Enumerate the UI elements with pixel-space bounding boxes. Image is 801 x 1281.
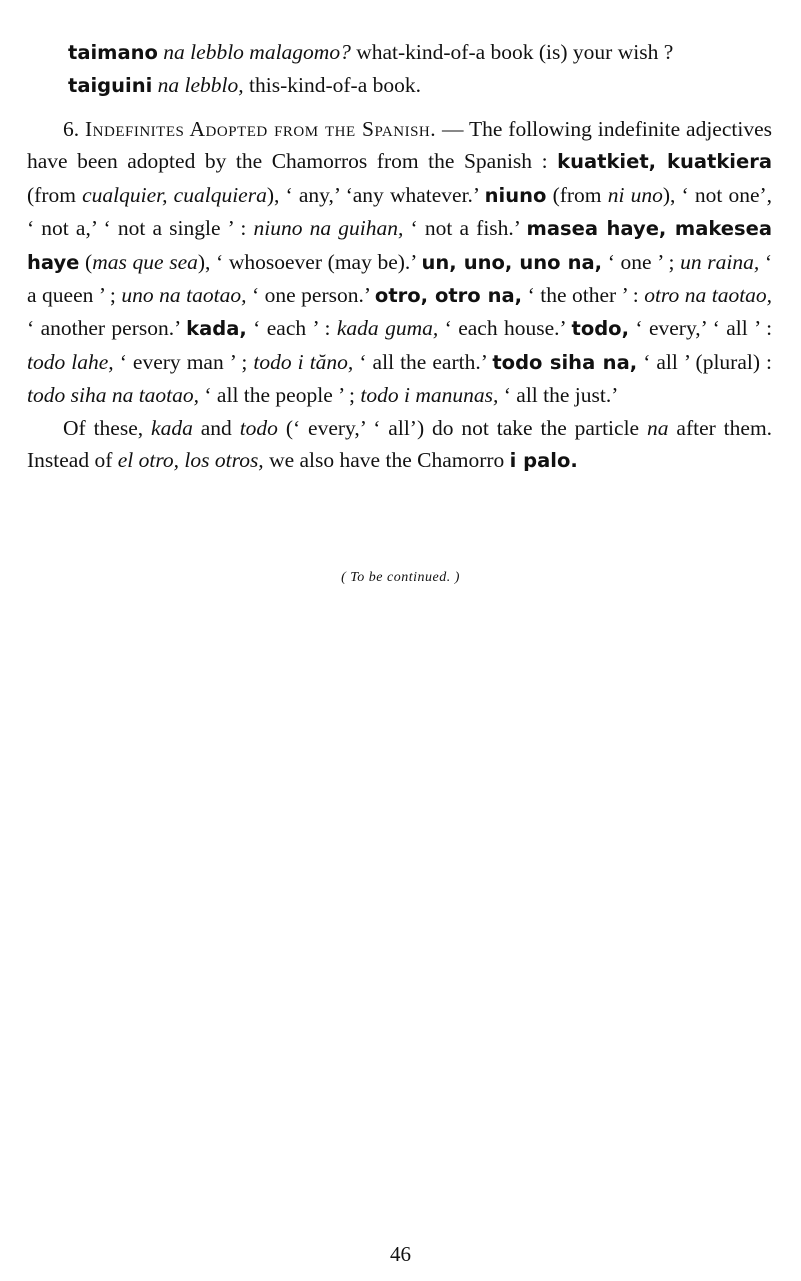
text-run: and — [200, 415, 232, 440]
example-phrase: todo lahe, — [27, 349, 114, 374]
text-run: (from — [552, 182, 602, 207]
chamorro-term: todo siha na, — [492, 350, 638, 374]
paragraph-indefinites — [27, 113, 772, 412]
example-sentences — [68, 36, 758, 102]
text-run: Of these, — [63, 415, 144, 440]
text-run: ‘ another person.’ — [27, 316, 180, 341]
text-run: ‘ not a fish.’ — [410, 216, 520, 241]
text-run: ( — [85, 249, 93, 274]
section-number: 6. — [63, 117, 80, 141]
text-run: (from — [27, 182, 76, 207]
text-run: ‘ each ’ : — [253, 316, 331, 341]
chamorro-term: un, uno, uno na, — [421, 250, 603, 274]
heading-dash: — — [442, 117, 464, 141]
example-phrase: un raina, — [680, 249, 760, 274]
example-phrase: todo siha na taotao, — [27, 383, 200, 408]
section-heading: Indefinites Adopted from the Spanish. — [85, 117, 437, 141]
english-gloss: what-kind-of-a book (is) your wish ? — [356, 40, 674, 64]
example-phrase: otro na taotao, — [644, 283, 773, 308]
chamorro-word: taimano — [68, 41, 158, 64]
example-line — [68, 69, 758, 102]
spanish-term: mas que sea — [92, 249, 198, 274]
text-run: (‘ every,’ ‘ all’) do not take the particle — [285, 415, 640, 440]
page-number: 46 — [390, 1242, 411, 1266]
text-run: The following indefinite adjectives have been adopted by the Chamorros from the Spanish : — [27, 117, 772, 174]
example-phrase: todo i tăno, — [253, 349, 354, 374]
example-phrase: todo i manunas, — [360, 383, 499, 408]
chamorro-word: taiguini — [68, 74, 153, 97]
chamorro-phrase: na lebblo malagomo? — [163, 40, 351, 64]
chamorro-term: niuno — [484, 183, 547, 207]
text-run: we also have the Chamorro — [269, 448, 505, 473]
text-run: ‘ all the people ’ ; — [204, 383, 356, 408]
text-run: ‘ every,’ ‘ all ’ : — [635, 316, 773, 341]
section-indefinites — [27, 113, 772, 477]
text-run: ‘ all ’ (plural) : — [643, 349, 773, 374]
example-phrase: uno na taotao, — [121, 283, 247, 308]
chamorro-term: kuatkiet, kuatkiera — [557, 150, 772, 174]
text-run: ‘ one person.’ — [251, 283, 370, 308]
text-run: ), ‘ whosoever (may be).’ — [197, 249, 416, 274]
text-run: ‘ all the earth.’ — [359, 349, 487, 374]
chamorro-term: otro, otro na, — [374, 284, 523, 308]
text-run: ), ‘ any,’ ‘any whatever.’ — [266, 182, 479, 207]
chamorro-phrase: na lebblo, — [157, 73, 244, 97]
text-run: ‘ one ’ ; — [607, 249, 675, 274]
example-phrase: na — [647, 415, 669, 440]
text-run: ‘ the other ’ : — [527, 283, 639, 308]
text-run: ‘ each house.’ — [444, 316, 566, 341]
chamorro-term: todo, — [571, 317, 629, 341]
english-gloss: this-kind-of-a book. — [249, 73, 421, 97]
text-run: after them. Instead of — [27, 415, 773, 473]
spanish-term: cualquier, cualquiera — [82, 182, 267, 207]
example-phrase: kada — [151, 415, 193, 440]
text-run: ‘ a queen ’ ; — [27, 249, 773, 308]
chamorro-term: masea haye, makesea haye — [27, 217, 773, 274]
spanish-term: el otro, los otros, — [117, 448, 264, 473]
example-phrase: kada guma, — [336, 316, 439, 341]
example-phrase: niuno na guihan, — [253, 216, 404, 241]
text-run: ), ‘ not one’, ‘ not a,’ ‘ not a single ’ : — [27, 182, 773, 241]
chamorro-term: i palo. — [509, 449, 578, 473]
example-line — [68, 36, 758, 69]
spanish-term: ni uno — [607, 182, 663, 207]
continued-note: ( To be continued. ) — [341, 570, 460, 585]
chamorro-term: kada, — [186, 317, 247, 341]
text-run: ‘ every man ’ ; — [119, 349, 248, 374]
paragraph-notes — [27, 412, 772, 478]
text-run: ‘ all the just.’ — [503, 383, 619, 408]
example-phrase: todo — [239, 415, 278, 440]
